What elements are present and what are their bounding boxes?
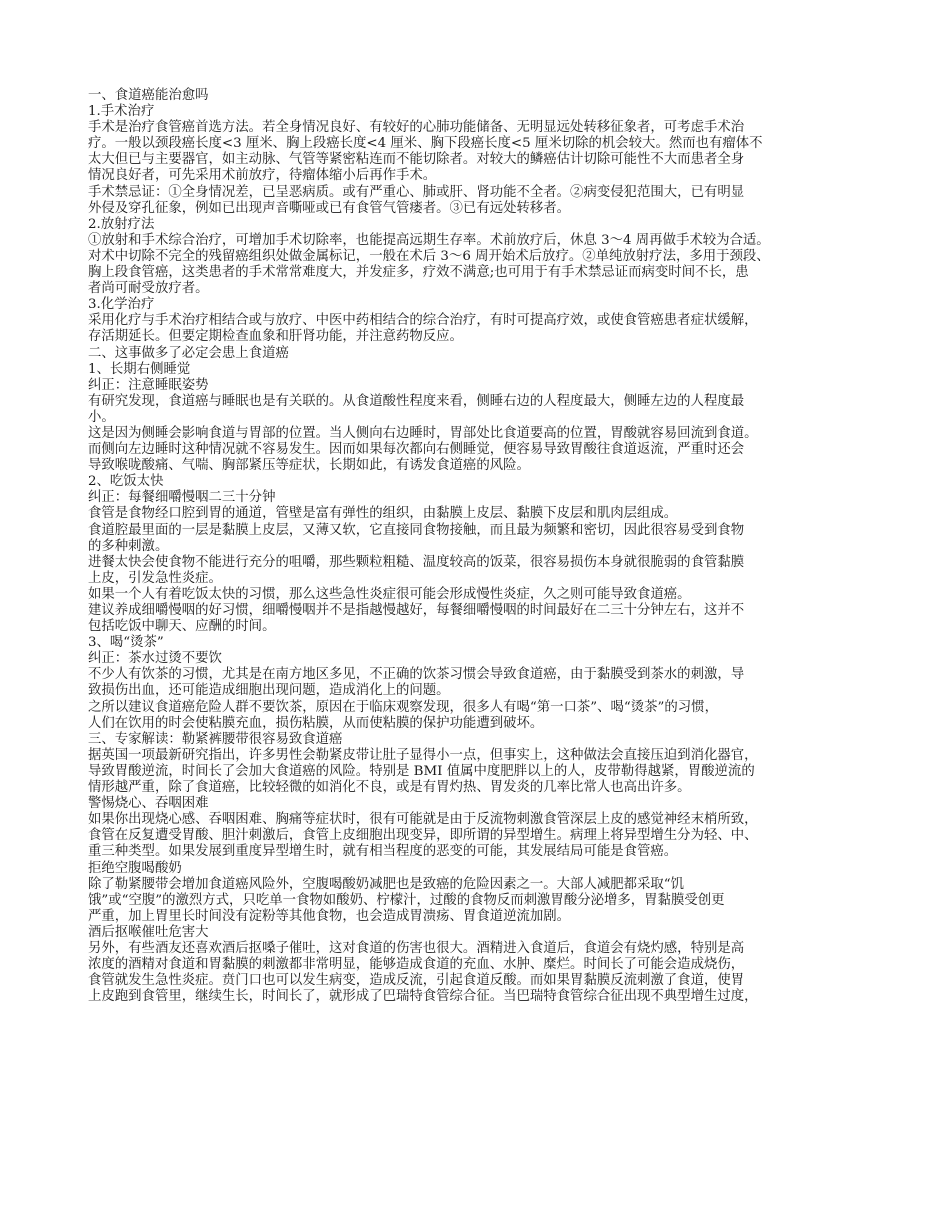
text-line: 者尚可耐受放疗者。: [88, 281, 209, 297]
text-line: 情形越严重，除了食道癌，比较轻微的如消化不良，或是有胃灼热、胃发炎的几率比常人也高出许多。: [88, 780, 691, 796]
text-line: 手术禁忌证：①全身情况差，已呈恶病质。或有严重心、肺或肝、肾功能不全者。②病变侵犯范围大，已有明显: [88, 184, 745, 200]
text-line: 3、喝“烫茶”: [88, 635, 164, 651]
text-line: 疗。一般以颈段癌长度<3 厘米、胸上段癌长度<4 厘米、胸下段癌长度<5 厘米切除的机会较大。然而也有瘤体不: [88, 136, 763, 152]
text-line: 之所以建议食道癌危险人群不要饮茶，原因在于临床观察发现，很多人有喝“第一口茶”、喝“烫茶”的习惯，: [88, 699, 718, 715]
text-line: 三、专家解读：勒紧裤腰带很容易致食道癌: [88, 731, 343, 747]
text-line: 如果你出现烧心感、吞咽困难、胸痛等症状时，很有可能就是由于反流物刺激食管深层上皮的感觉神经末梢所致，: [88, 812, 758, 828]
text-line: 警惕烧心、吞咽困难: [88, 796, 209, 812]
text-line: 一、食道癌能治愈吗: [88, 88, 209, 103]
text-line: 食道腔最里面的一层是黏膜上皮层，又薄又软，它直接同食物接触，而且最为频繁和密切，因此很容易受到食物: [88, 522, 745, 538]
text-line: 不少人有饮茶的习惯，尤其是在南方地区多见，不正确的饮茶习惯会导致食道癌，由于黏膜受到茶水的刺激，导: [88, 667, 745, 683]
text-line: 食管就发生急性炎症。贲门口也可以发生病变，造成反流，引起食道反酸。而如果胃黏膜反流刺激了食道，使胃: [88, 973, 745, 989]
text-line: 3.化学治疗: [88, 297, 155, 313]
text-line: 采用化疗与手术治疗相结合或与放疗、中医中药相结合的综合治疗，有时可提高疗效，或使食管癌患者症状缓解，: [88, 313, 758, 329]
text-line: 2、吃饭太快: [88, 474, 164, 490]
text-line: 上皮跑到食管里，继续生长，时间长了，就形成了巴瑞特食管综合征。当巴瑞特食管综合征出现不典型增生过度，: [88, 989, 758, 1005]
text-line: 小。: [88, 409, 115, 425]
text-line: 除了勒紧腰带会增加食道癌风险外，空腹喝酸奶减肥也是致癌的危险因素之一。大部人减肥都采取“饥: [88, 876, 685, 892]
text-line: 上皮，引发急性炎症。: [88, 570, 222, 586]
text-line: 这是因为侧睡会影响食道与胃部的位置。当人侧向右边睡时，胃部处比食道要高的位置，胃酸就容易回流到食道。: [88, 425, 758, 441]
text-line: 而侧向左边睡时这种情况就不容易发生。因而如果每次都向右侧睡觉，便容易导致胃酸往食道返流，严重时还会: [88, 442, 745, 458]
text-line: 有研究发现，食道癌与睡眠也是有关联的。从食道酸性程度来看，侧睡右边的人程度最大，侧睡左边的人程度最: [88, 393, 745, 409]
text-line: 浓度的酒精对食道和胃黏膜的刺激都非常明显，能够造成食道的充血、水肿、糜烂。时间长了可能会造成烧伤，: [88, 957, 745, 973]
text-line: 导致胃酸逆流，时间长了会加大食道癌的风险。特别是 BMI 值属中度肥胖以上的人，皮带勒得越紧，胃酸逆流的: [88, 763, 755, 779]
text-line: 进餐太快会使食物不能进行充分的咀嚼，那些颗粒粗糙、温度较高的饭菜，很容易损伤本身就很脆弱的食管黏膜: [88, 554, 745, 570]
text-line: 饿”或“空腹”的激烈方式，只吃单一食物如酸奶、柠檬汁，过酸的食物反而刺激胃酸分泌增多，胃黏膜受创更: [88, 892, 725, 908]
text-line: 食管在反复遭受胃酸、胆汁刺激后，食管上皮细胞出现变异，即所谓的异型增生。病理上将异型增生分为轻、中、: [88, 828, 758, 844]
text-line: 食管是食物经口腔到胃的通道，管壁是富有弹性的组织，由黏膜上皮层、黏膜下皮层和肌肉层组成。: [88, 506, 678, 522]
text-line: 2.放射疗法: [88, 216, 155, 232]
text-line: 1、长期右侧睡觉: [88, 361, 191, 377]
text-line: 如果一个人有着吃饭太快的习惯，那么这些急性炎症很可能会形成慢性炎症，久之则可能导致食道癌。: [88, 586, 691, 602]
text-line: 人们在饮用的时会使粘膜充血，损伤粘膜，从而使粘膜的保护功能遭到破坏。: [88, 715, 544, 731]
text-line: 外侵及穿孔征象，例如已出现声音嘶哑或已有食管气管瘘者。③已有远处转移者。: [88, 200, 571, 216]
text-line: 太大但已与主要器官，如主动脉、气管等紧密粘连而不能切除者。对较大的鳞癌估计切除可能性不大而患者全身: [88, 152, 745, 168]
text-line: 包括吃饭中聊天、应酬的时间。: [88, 619, 276, 635]
text-line: 重三种类型。如果发展到重度异型增生时，就有相当程度的恶变的可能，其发展结局可能是食管癌。: [88, 844, 678, 860]
text-line: 情况良好者，可先采用术前放疗，待瘤体缩小后再作手术。: [88, 168, 437, 184]
text-line: 二、这事做多了必定会患上食道癌: [88, 345, 289, 361]
text-line: 的多种刺激。: [88, 538, 169, 554]
text-line: 手术是治疗食管癌首选方法。若全身情况良好、有较好的心肺功能储备、无明显远处转移征象者，可考虑手术治: [88, 120, 745, 136]
text-line: ①放射和手术综合治疗，可增加手术切除率，也能提高远期生存率。术前放疗后，休息 3～4 周再做手术较为合适。: [88, 232, 770, 248]
text-line: 酒后抠喉催吐危害大: [88, 924, 209, 940]
text-line: 胸上段食管癌，这类患者的手术常常难度大，并发症多，疗效不满意;也可用于有手术禁忌证而病变时间不长，患: [88, 265, 749, 281]
text-line: 导致喉咙酸痛、气喘、胸部紧压等症状，长期如此，有诱发食道癌的风险。: [88, 458, 530, 474]
text-line: 拒绝空腹喝酸奶: [88, 860, 182, 876]
text-line: 纠正：每餐细嚼慢咽二三十分钟: [88, 490, 276, 506]
text-line: 纠正：茶水过烫不要饮: [88, 651, 222, 667]
text-line: 存活期延长。但要定期检查血象和肝肾功能，并注意药物反应。: [88, 329, 463, 345]
text-line: 致损伤出血，还可能造成细胞出现问题，造成消化上的问题。: [88, 683, 450, 699]
text-line: 据英国一项最新研究指出，许多男性会勒紧皮带让肚子显得小一点，但事实上，这种做法会直接压迫到消化器官，: [88, 747, 758, 763]
text-line: 纠正：注意睡眠姿势: [88, 377, 209, 393]
text-line: 另外，有些酒友还喜欢酒后抠嗓子催吐，这对食道的伤害也很大。酒精进入食道后，食道会有烧灼感，特别是高: [88, 940, 745, 956]
text-line: 1.手术治疗: [88, 104, 155, 120]
text-line: 建议养成细嚼慢咽的好习惯，细嚼慢咽并不是指越慢越好，每餐细嚼慢咽的时间最好在二三十分钟左右，这并不: [88, 603, 745, 618]
text-line: 严重，加上胃里长时间没有淀粉等其他食物，也会造成胃溃疡、胃食道逆流加剧。: [88, 908, 571, 924]
text-line: 对术中切除不完全的残留癌组织处做金属标记，一般在术后 3～6 周开始术后放疗。②单纯放射疗法，多用于颈段、: [88, 248, 770, 264]
document-page: [88, 88, 863, 1005]
